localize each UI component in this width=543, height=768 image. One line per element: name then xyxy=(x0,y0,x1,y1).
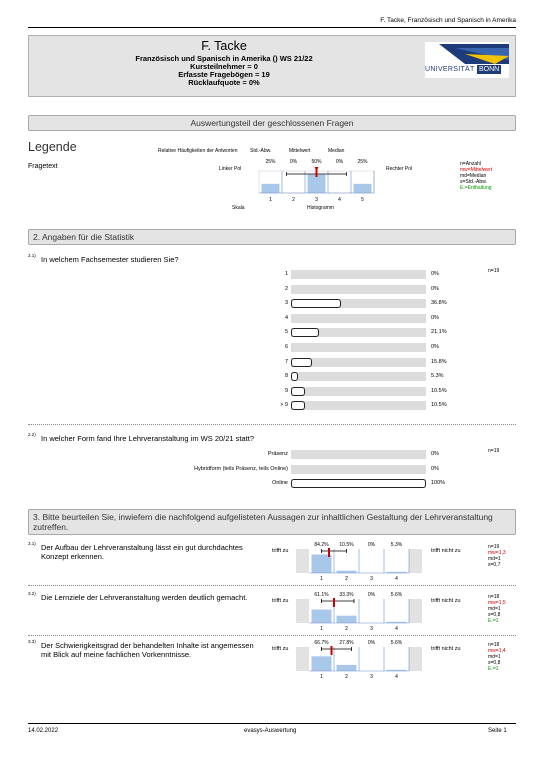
option-bar-fill xyxy=(291,401,305,410)
option-percent: 0% xyxy=(431,314,439,321)
q3-tick-label: 2 xyxy=(345,626,348,632)
scale-left-label: trifft zu xyxy=(272,646,289,652)
section-statistics xyxy=(28,229,516,245)
participants-line: Kursteilnehmer = 0 xyxy=(190,62,258,71)
report-title: F. Tacke xyxy=(201,39,247,53)
legend-stats xyxy=(460,161,492,191)
q3-stat-item: E.=1 xyxy=(488,666,499,672)
q3-stat-item: s=0,8 xyxy=(488,612,501,618)
option-label: 5 xyxy=(284,329,288,336)
option-percent: 36.8% xyxy=(431,300,447,307)
legend-stat-item: md=Median xyxy=(460,173,487,179)
separator xyxy=(28,424,516,425)
q3-percent-label: 0% xyxy=(367,640,376,646)
legend-tick-label: 3 xyxy=(315,197,318,203)
q3-bar xyxy=(312,610,332,623)
q3-stat-item: n=19 xyxy=(488,544,500,550)
q3-stat-item: n=18 xyxy=(488,594,500,600)
legend-pct-label: 25% xyxy=(265,159,276,165)
option-percent: 5.3% xyxy=(431,373,444,380)
q3-bar xyxy=(337,665,357,671)
header-rule xyxy=(28,27,516,28)
option-bar-track xyxy=(291,450,426,459)
option-label: Online xyxy=(272,480,288,487)
q3-tick-label: 3 xyxy=(370,626,373,632)
legend-bar xyxy=(262,184,280,193)
q3-bar xyxy=(337,616,357,623)
legend-title: Legende xyxy=(28,140,77,154)
option-bar-track xyxy=(291,314,426,323)
forms-line: Erfasste Fragebögen = 19 xyxy=(178,70,270,79)
option-bar-fill xyxy=(291,372,298,381)
q3-stat-item: md=1 xyxy=(488,654,501,660)
q3-mean-marker xyxy=(333,598,335,607)
q3-stats xyxy=(488,544,506,568)
q21-number: 2.1) xyxy=(28,253,36,258)
q3-percent-label: 66.7% xyxy=(314,640,329,646)
legend-question-label: Fragetext xyxy=(28,163,58,170)
running-head: F. Tacke, Französisch und Spanisch in Amerika xyxy=(380,17,516,24)
q22-n: n=19 xyxy=(488,448,500,454)
q3-number: 3.2) xyxy=(28,591,36,596)
q22-text: In welcher Form fand Ihre Lehrveranstaltung im WS 20/21 statt? xyxy=(41,434,255,443)
q3-percent-label: 5.6% xyxy=(390,592,403,598)
q3-stat-item: md=1 xyxy=(488,606,501,612)
q3-tick-label: 1 xyxy=(320,576,323,582)
separator xyxy=(28,635,516,636)
q3-bar xyxy=(337,571,357,573)
q3-percent-label: 0% xyxy=(367,592,376,598)
option-bar-track xyxy=(291,285,426,294)
q3-bar xyxy=(312,554,332,573)
legend-left-pole: Linker Pol xyxy=(219,166,242,172)
option-label: 4 xyxy=(284,314,288,321)
legend-tick-label: 1 xyxy=(269,197,272,203)
option-percent: 0% xyxy=(431,344,439,350)
q21-text: In welchem Fachsemester studieren Sie? xyxy=(41,255,179,264)
q3-tick-label: 1 xyxy=(320,674,323,680)
footer-rule xyxy=(28,723,516,724)
university-logo xyxy=(425,42,509,78)
footer-center: evasys-Auswertung xyxy=(244,728,297,734)
legend-scale: Skala xyxy=(232,205,245,211)
option-bar-fill xyxy=(291,328,319,337)
legend-right-pole: Rechter Pol xyxy=(386,166,413,172)
legend-tick-label: 2 xyxy=(292,197,295,203)
option-percent: 0% xyxy=(431,285,439,292)
q3-percent-label: 33.3% xyxy=(339,592,354,598)
q3-percent-label: 27.8% xyxy=(339,640,354,646)
option-bar-track xyxy=(291,270,426,279)
q3-percent-label: 0% xyxy=(367,542,376,548)
option-percent: 0% xyxy=(431,465,439,472)
footer-date: 14.02.2022 xyxy=(28,728,59,734)
scale-right-label: trifft nicht zu xyxy=(431,646,461,652)
legend-histogram: Histogramm xyxy=(307,205,334,211)
option-percent: 0% xyxy=(431,271,439,277)
scale-left-label: trifft zu xyxy=(272,548,289,554)
q3-percent-label: 5.3% xyxy=(390,542,403,548)
q3-percent-label: 61.1% xyxy=(314,592,329,598)
section-content-design xyxy=(28,509,516,535)
response-rate-line: Rücklaufquote = 0% xyxy=(188,78,260,87)
option-label: 1 xyxy=(284,271,288,277)
scale-right-label: trifft nicht zu xyxy=(431,598,461,604)
option-label: 6 xyxy=(284,344,288,350)
q3-stat-item: mw=1,3 xyxy=(488,550,506,556)
option-bar-track xyxy=(291,387,426,396)
legend-stat-item: n=Anzahl xyxy=(460,161,481,167)
option-bar-track xyxy=(291,401,426,410)
scale-right-label: trifft nicht zu xyxy=(431,548,461,554)
q3-stat-item: n=18 xyxy=(488,642,500,648)
q3-text: Die Lernziele der Lehrveranstaltung werden deutlich gemacht. xyxy=(41,593,248,602)
option-label: 7 xyxy=(284,358,288,365)
option-percent: 10.5% xyxy=(431,402,447,409)
section-statistics-title: 2. Angaben für die Statistik xyxy=(33,232,135,242)
option-label: Präsenz xyxy=(267,451,288,457)
q22-number: 2.2) xyxy=(28,432,36,437)
option-bar-track xyxy=(291,299,426,308)
q3-stat-item: mw=1,4 xyxy=(488,648,506,654)
option-bar-track xyxy=(291,343,426,352)
option-bar-track xyxy=(291,328,426,337)
q3-percent-label: 10.5% xyxy=(339,542,354,548)
q3-number: 3.1) xyxy=(28,541,36,546)
option-bar-track xyxy=(291,465,426,474)
option-label: 8 xyxy=(284,373,288,380)
scale-left-label: trifft zu xyxy=(272,598,289,604)
option-label: > 9 xyxy=(280,402,288,409)
q3-bar xyxy=(312,656,332,671)
option-bar-track xyxy=(291,358,426,367)
option-label: 2 xyxy=(284,285,288,292)
option-label: 9 xyxy=(284,387,288,394)
legend-stat-item: E.=Enthaltung xyxy=(460,185,492,191)
q3-mean-marker xyxy=(328,548,330,557)
legend-mean-bar xyxy=(316,169,318,177)
legend-median: Median xyxy=(328,148,345,154)
option-bar-fill xyxy=(291,299,341,308)
q3-tick-label: 2 xyxy=(345,576,348,582)
q3-percent-label: 84.2% xyxy=(314,542,329,548)
q3-histogram-chart xyxy=(296,540,422,582)
section-closed-title: Auswertungsteil der geschlossenen Fragen xyxy=(190,118,354,128)
option-percent: 10.5% xyxy=(431,387,447,394)
separator xyxy=(28,585,516,586)
q3-stat-item: mw=1,5 xyxy=(488,600,506,606)
legend-tick-label: 4 xyxy=(338,197,341,203)
q3-stat-item: s=0,7 xyxy=(488,562,501,568)
q3-text: Der Schwierigkeitsgrad der behandelten Inhalte ist angemessen mit Blick auf meine fachlichen Vorkenntnisse. xyxy=(41,641,254,659)
legend-pct-label: 25% xyxy=(357,159,368,165)
q3-tick-label: 4 xyxy=(395,626,398,632)
legend-std: Std.-Abw. xyxy=(250,148,272,154)
option-label: 3 xyxy=(284,300,288,307)
q3-stat-item: s=0,8 xyxy=(488,660,501,666)
legend-mean: Mittelwert xyxy=(289,148,311,154)
logo-text-right: BONN xyxy=(479,66,500,73)
legend-pct-label: 50% xyxy=(311,159,322,165)
q3-text: Der Aufbau der Lehrveranstaltung lässt ein gut durchdachtes Konzept erkennen. xyxy=(41,543,243,561)
option-percent: 21.1% xyxy=(431,329,447,336)
option-bar-track xyxy=(291,372,426,381)
q3-stat-item: E.=1 xyxy=(488,618,499,624)
q21-n: n=19 xyxy=(488,268,500,274)
q3-tick-label: 2 xyxy=(345,674,348,680)
footer-page: Seite 1 xyxy=(488,728,507,734)
legend-stat-item: s=Std.-Abw. xyxy=(460,179,487,185)
q3-histogram-chart xyxy=(296,590,422,632)
course-line: Französisch und Spanisch in Amerika () WS 21/22 xyxy=(135,54,313,63)
q3-stats xyxy=(488,594,506,624)
q3-mean-marker xyxy=(331,646,333,655)
option-bar-fill xyxy=(291,387,305,396)
q3-tick-label: 4 xyxy=(395,576,398,582)
report-header xyxy=(28,35,516,97)
legend-pct-label: 0% xyxy=(289,159,298,165)
logo-text-left: UNIVERSITÄT xyxy=(425,66,475,73)
q3-tick-label: 1 xyxy=(320,626,323,632)
q3-tick-label: 3 xyxy=(370,576,373,582)
q3-stat-item: md=1 xyxy=(488,556,501,562)
legend-bar xyxy=(354,184,372,193)
q3-percent-label: 5.6% xyxy=(390,640,403,646)
section-content-design-title: 3. Bitte beurteilen Sie, inwiefern die nachfolgend aufgelisteten Aussagen zur inhaltlichen Gestaltung der Lehrveranstaltung zutreffen. xyxy=(33,512,493,532)
q3-histogram-chart xyxy=(296,638,422,680)
legend-bar xyxy=(308,175,326,193)
legend-stat-item: mw=Mittelwert xyxy=(460,167,493,173)
option-label: Hybridform (teils Präsenz, teils Online) xyxy=(194,465,288,472)
option-bar-track xyxy=(291,479,426,488)
option-bar-fill xyxy=(291,479,426,488)
option-percent: 15.8% xyxy=(431,358,447,365)
q3-number: 3.3) xyxy=(28,639,36,644)
option-bar-fill xyxy=(291,358,312,367)
legend-tick-label: 5 xyxy=(361,197,364,203)
section-closed-questions xyxy=(28,115,516,131)
legend-rel-freq: Relative Häufigkeiten der Antworten xyxy=(158,148,238,154)
q3-tick-label: 4 xyxy=(395,674,398,680)
option-percent: 100% xyxy=(431,480,446,487)
q3-tick-label: 3 xyxy=(370,674,373,680)
option-percent: 0% xyxy=(431,451,439,457)
legend-pct-label: 0% xyxy=(335,159,344,165)
legend-histogram-chart xyxy=(254,155,380,205)
q3-stats xyxy=(488,642,506,672)
